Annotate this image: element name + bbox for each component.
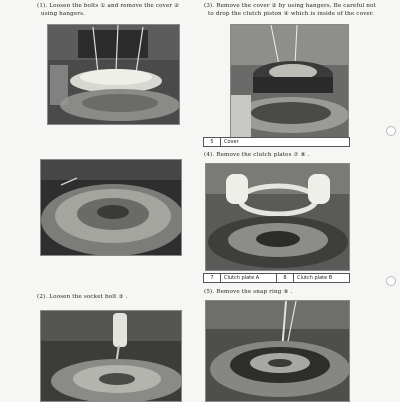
caption-clutch-b-number: 8	[277, 274, 294, 283]
step-4-text	[204, 151, 310, 159]
step-2-line-1: (2). Loosen the socket bolt ③ .	[37, 294, 128, 300]
step-3-line-1: (3). Remove the cover ② by using hangers. Be careful not	[204, 3, 376, 9]
photo-clutch-plates	[205, 163, 350, 271]
photo-snap-ring	[205, 300, 350, 402]
step-5-text	[204, 288, 292, 296]
step-3-text	[204, 2, 376, 18]
step-2-text	[37, 293, 128, 301]
binder-hole-top	[386, 126, 396, 136]
photo-socket-bolt	[40, 310, 182, 402]
caption-clutch-b-label: Clutch plate B	[294, 274, 350, 283]
caption-clutch-a-label: Clutch plate A	[221, 274, 277, 283]
caption-cover	[203, 137, 350, 147]
caption-cover-label: Cover	[221, 138, 350, 147]
step-5-line-1: (5). Remove the snap ring ⑨ .	[204, 289, 293, 295]
step-1-text	[37, 2, 179, 18]
step-1-line-2: using hangers.	[41, 11, 86, 17]
binder-hole-bottom	[386, 276, 396, 286]
caption-cover-number: 5	[204, 138, 221, 147]
caption-clutch-a-number: 7	[204, 274, 221, 283]
step-4-line-1: (4). Remove the clutch plates ⑦ ⑧ .	[204, 152, 310, 158]
caption-clutch-plates	[203, 273, 350, 283]
photo-lift-cover	[230, 24, 349, 139]
step-1-line-1: (1). Loosen the bolts ① and remove the cover ②	[37, 3, 180, 9]
step-3-line-2: to drop the clutch piston ④ which is inside of the cover.	[208, 11, 374, 17]
photo-housing-top-view	[40, 159, 182, 256]
photo-remove-cover	[47, 24, 180, 125]
